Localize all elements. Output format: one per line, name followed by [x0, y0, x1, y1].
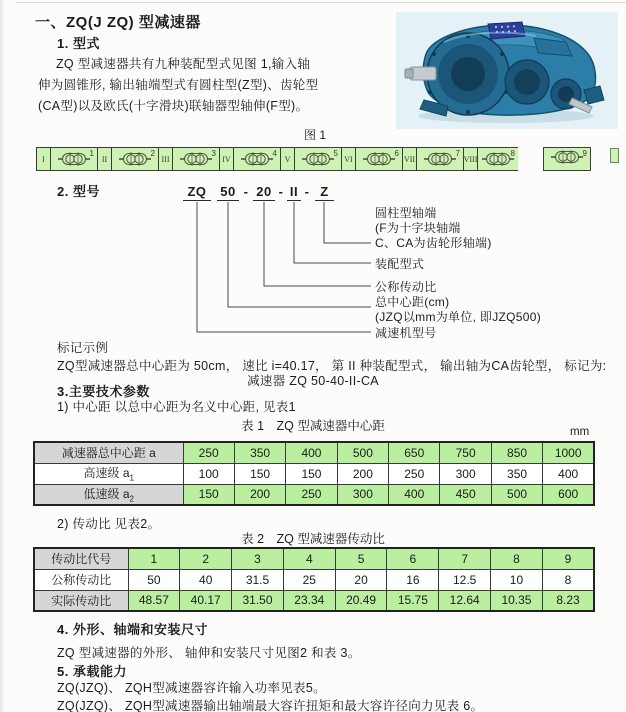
model-code-segment: 20 — [253, 184, 275, 201]
value-cell: 3 — [232, 548, 284, 569]
value-cell: 40.17 — [180, 590, 232, 611]
gear-reducer-illustration — [396, 12, 618, 129]
value-cell: 5 — [335, 548, 387, 569]
assembly-diagram-icon — [423, 151, 457, 167]
assembly-number: 2 — [150, 149, 155, 158]
scan-left-edge — [0, 0, 4, 712]
assembly-number: 1 — [89, 149, 94, 158]
value-cell: 16 — [387, 569, 439, 590]
section-2-heading: 2. 型号 — [57, 184, 100, 199]
table-1-unit: mm — [570, 426, 590, 438]
value-cell: 8 — [491, 548, 543, 569]
value-cell: 40 — [180, 569, 232, 590]
assembly-type-numeral: II — [98, 148, 112, 170]
value-cell: 500 — [337, 442, 388, 463]
assembly-diagram-icon — [118, 151, 152, 167]
value-cell: 8 — [542, 569, 594, 590]
value-cell: 8.23 — [542, 590, 594, 611]
value-cell: 850 — [491, 442, 542, 463]
value-cell: 600 — [543, 484, 594, 505]
model-label: 圆柱型轴端 — [375, 206, 437, 220]
value-cell: 6 — [387, 548, 439, 569]
section-4-heading: 4. 外形、轴端和安装尺寸 — [57, 622, 208, 637]
paragraph-line: (CA型)以及欧氏(十字滑块)联轴器型轴伸(F型)。 — [38, 99, 309, 113]
value-cell: 150 — [234, 463, 285, 484]
value-cell: 750 — [440, 442, 491, 463]
assembly-diagram — [295, 148, 342, 170]
value-cell: 100 — [183, 463, 234, 484]
value-cell: 48.57 — [128, 590, 180, 611]
value-cell: 350 — [234, 442, 285, 463]
value-cell: 150 — [286, 463, 337, 484]
section-3-item-1: 1) 中心距 以总中心距为名义中心距, 见表1 — [57, 400, 296, 414]
section-3-heading: 3.主要技术参数 — [57, 384, 150, 399]
row-label: 公称传动比 — [34, 569, 128, 590]
value-cell: 4 — [283, 548, 335, 569]
scan-top-line — [16, 2, 626, 3]
assembly-number: 9 — [582, 149, 587, 158]
value-cell: 1 — [128, 548, 180, 569]
table-row — [34, 569, 594, 590]
value-cell: 7 — [439, 548, 491, 569]
assembly-number: 6 — [394, 149, 399, 158]
value-cell: 20 — [335, 569, 387, 590]
transmission-ratio-table — [33, 547, 595, 612]
section-3-item-2: 2) 传动比 见表2。 — [57, 517, 161, 531]
assembly-diagram-icon — [550, 149, 584, 165]
model-code-segment: Z — [315, 184, 334, 201]
row-label: 高速级 $a_1$ — [34, 463, 183, 484]
value-cell: 1000 — [543, 442, 594, 463]
assembly-diagram-icon — [362, 151, 396, 167]
value-cell: 31.5 — [232, 569, 284, 590]
model-label: (F为十字块轴端 — [375, 221, 461, 235]
value-cell: 2 — [180, 548, 232, 569]
assembly-type-numeral: VII — [403, 148, 417, 170]
row-label: 传动比代号 — [34, 548, 128, 569]
assembly-type-numeral: VI — [342, 148, 356, 170]
section-5-line-2: ZQ(JZQ)、 ZQH型减速器输出轴端最大容许扭矩和最大容许径向力见表 6。 — [57, 699, 484, 712]
value-cell: 350 — [491, 463, 542, 484]
assembly-diagram-9 — [543, 147, 591, 171]
value-cell: 50 — [128, 569, 180, 590]
row-label: 低速级 $a_2$ — [34, 484, 183, 505]
value-cell: 10 — [491, 569, 543, 590]
value-cell: 500 — [491, 484, 542, 505]
assembly-diagram-icon — [179, 151, 213, 167]
model-label: 公称传动比 — [375, 280, 437, 294]
table-1-caption: 表 1 ZQ 型减速器中心距 — [241, 419, 385, 433]
model-code-segment: - — [304, 184, 310, 199]
center-distance-table — [33, 441, 595, 506]
table-row — [34, 590, 594, 611]
model-code-segment: ZQ — [183, 184, 211, 201]
model-code-segment: - — [243, 184, 249, 199]
example-line: ZQ型减速器总中心距为 50cm， 速比 i=40.17， 第 II 种装配型式， 输出轴为CA齿轮型， 标记为: — [57, 359, 607, 373]
row-label: 实际传动比 — [34, 590, 128, 611]
model-label: 装配型式 — [375, 257, 425, 271]
value-cell: 20.49 — [335, 590, 387, 611]
assembly-type-numeral: III — [159, 148, 173, 170]
section-5-line-1: ZQ(JZQ)、 ZQH型减速器容许输入功率见表5。 — [57, 681, 326, 695]
assembly-number: 7 — [455, 149, 460, 158]
section-1-heading: 1. 型式 — [57, 36, 100, 51]
model-label: C、CA为齿轮形轴端) — [375, 236, 492, 250]
assembly-diagram-icon — [57, 151, 91, 167]
assembly-diagram — [356, 148, 403, 170]
model-label: 总中心距(cm) — [375, 295, 450, 309]
value-cell: 23.34 — [283, 590, 335, 611]
assembly-number: 4 — [272, 149, 277, 158]
page-title: 一、ZQ(J ZQ) 型减速器 — [35, 14, 201, 31]
value-cell: 400 — [389, 484, 440, 505]
value-cell: 300 — [440, 463, 491, 484]
table-row — [34, 484, 594, 505]
assembly-type-numeral: IV — [220, 148, 234, 170]
figure-1-assembly-strip — [36, 147, 518, 171]
value-cell: 650 — [389, 442, 440, 463]
value-cell: 200 — [337, 463, 388, 484]
model-code-segment: II — [287, 184, 301, 201]
value-cell: 200 — [234, 484, 285, 505]
assembly-number: 8 — [510, 149, 515, 158]
figure-1-caption: 图 1 — [304, 128, 327, 142]
assembly-diagram — [112, 148, 159, 170]
value-cell: 150 — [183, 484, 234, 505]
value-cell: 15.75 — [387, 590, 439, 611]
table-2-caption: 表 2 ZQ 型减速器传动比 — [241, 532, 385, 546]
assembly-diagram — [173, 148, 220, 170]
assembly-diagram-icon — [240, 151, 274, 167]
assembly-diagram-icon — [301, 151, 335, 167]
value-cell: 31.50 — [232, 590, 284, 611]
value-cell: 9 — [542, 548, 594, 569]
model-code-segment: 50 — [217, 184, 239, 201]
assembly-number: 3 — [211, 149, 216, 158]
model-code-segment: - — [278, 184, 284, 199]
paragraph-line: 伸为圆锥形, 输出轴端型式有圆柱型(Z型)、齿轮型 — [38, 78, 319, 92]
assembly-diagram — [234, 148, 281, 170]
assembly-type-numeral: VIII — [464, 148, 478, 170]
table-row — [34, 442, 594, 463]
gear-reducer-photo — [396, 12, 618, 129]
assembly-diagram — [417, 148, 464, 170]
section-5-heading: 5. 承载能力 — [57, 664, 127, 679]
example-heading: 标记示例 — [57, 341, 109, 355]
table-row — [34, 463, 594, 484]
assembly-type-numeral: V — [281, 148, 295, 170]
value-cell: 250 — [286, 484, 337, 505]
example-designation: 减速器 ZQ 50-40-II-CA — [247, 374, 379, 388]
table-row — [34, 548, 594, 569]
assembly-type-numeral: I — [37, 148, 51, 170]
paragraph-line: ZQ 型减速器共有九种装配型式见图 1,输入轴 — [56, 57, 311, 71]
model-label: 减速机型号 — [375, 326, 437, 340]
row-label: 减速器总中心距 a — [34, 442, 183, 463]
section-4-line: ZQ 型减速器的外形、 轴伸和安装尺寸见图2 和表 3。 — [57, 646, 361, 660]
value-cell: 400 — [543, 463, 594, 484]
model-label: (JZQ以mm为单位, 即JZQ500) — [375, 310, 542, 324]
value-cell: 400 — [286, 442, 337, 463]
value-cell: 250 — [183, 442, 234, 463]
assembly-diagram-icon — [550, 149, 584, 170]
value-cell: 25 — [283, 569, 335, 590]
value-cell: 250 — [389, 463, 440, 484]
strip-fragment — [610, 148, 619, 163]
value-cell: 12.64 — [439, 590, 491, 611]
assembly-diagram — [478, 148, 518, 170]
assembly-diagram — [51, 148, 98, 170]
value-cell: 300 — [337, 484, 388, 505]
value-cell: 450 — [440, 484, 491, 505]
assembly-number: 5 — [333, 149, 338, 158]
value-cell: 10.35 — [491, 590, 543, 611]
value-cell: 12.5 — [439, 569, 491, 590]
